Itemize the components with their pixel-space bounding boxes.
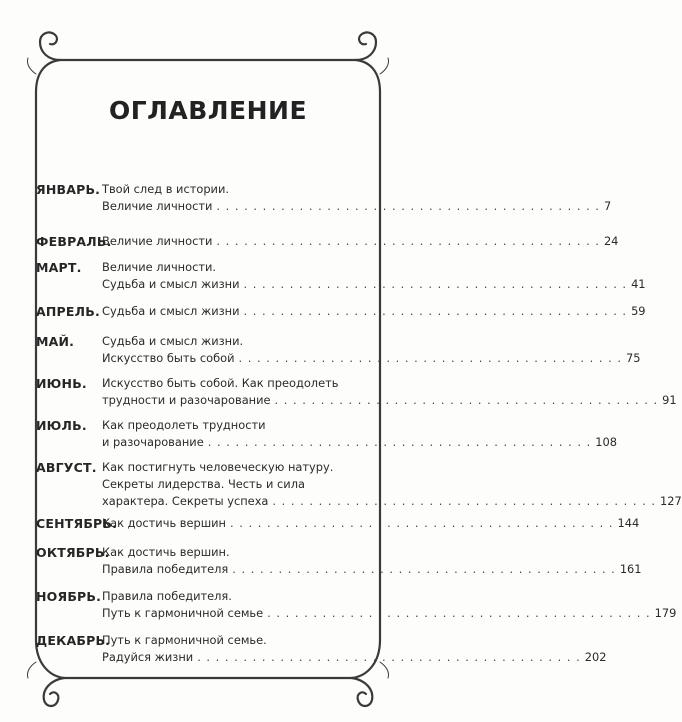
- toc-dot-leader: . . . . . . . . . . . . . . . . . . . . . . . . . . . . . . . . . . . . . . . . . .: [267, 606, 651, 620]
- toc-line-text: и разочарование: [102, 435, 204, 449]
- toc-line: Судьба и смысл жизни.: [102, 334, 244, 348]
- toc-line: [102, 494, 682, 509]
- toc-line: [102, 516, 640, 531]
- toc-page-number: 59: [631, 304, 646, 318]
- toc-dot-leader: . . . . . . . . . . . . . . . . . . . . . . . . . . . . . . . . . . . . . . . . . .: [197, 650, 581, 664]
- toc-page-number: 108: [595, 435, 618, 449]
- toc-page-number: 202: [584, 650, 607, 664]
- toc-line-text: Правила победителя: [102, 562, 229, 576]
- toc-line: Как постигнуть человеческую натуру.: [102, 460, 334, 474]
- toc-line-text: Судьба и смысл жизни: [102, 304, 240, 318]
- toc-line: [102, 199, 612, 214]
- toc-line: Искусство быть собой. Как преодолеть: [102, 376, 339, 390]
- toc-month: ОКТЯБРЬ.: [36, 545, 110, 560]
- toc-month: ФЕВРАЛЬ.: [36, 234, 112, 249]
- toc-page-number: 41: [631, 277, 646, 291]
- toc-line: [102, 650, 607, 665]
- toc-line: Секреты лидерства. Честь и сила: [102, 477, 305, 491]
- toc-month: ЯНВАРЬ.: [36, 182, 101, 197]
- toc-line: Путь к гармоничной семье.: [102, 633, 267, 647]
- toc-dot-leader: . . . . . . . . . . . . . . . . . . . . . . . . . . . . . . . . . . . . . . . . . .: [216, 234, 600, 248]
- toc-dot-leader: . . . . . . . . . . . . . . . . . . . . . . . . . . . . . . . . . . . . . . . . . .: [230, 516, 614, 530]
- toc-page-number: 75: [626, 351, 641, 365]
- toc-month: ИЮЛЬ.: [36, 418, 87, 433]
- toc-dot-leader: . . . . . . . . . . . . . . . . . . . . . . . . . . . . . . . . . . . . . . . . . .: [232, 562, 616, 576]
- toc-page-number: 24: [603, 234, 619, 248]
- toc-line-text: Как достичь вершин: [102, 516, 227, 530]
- toc-line-text: Радуйся жизни: [102, 650, 194, 664]
- toc-line-text: Судьба и смысл жизни: [102, 277, 240, 291]
- toc-page-number: 7: [603, 199, 612, 213]
- toc-line: [102, 393, 677, 408]
- toc-month: МАРТ.: [36, 260, 82, 275]
- toc-line: Твой след в истории.: [102, 182, 229, 196]
- toc-dot-leader: . . . . . . . . . . . . . . . . . . . . . . . . . . . . . . . . . . . . . . . . . .: [216, 199, 600, 213]
- toc-page-number: 161: [619, 562, 642, 576]
- toc-line: [102, 351, 641, 366]
- toc-line-text: Путь к гармоничной семье: [102, 606, 264, 620]
- toc-line-text: Величие личности: [102, 234, 213, 248]
- toc-dot-leader: . . . . . . . . . . . . . . . . . . . . . . . . . . . . . . . . . . . . . . . . . .: [243, 277, 628, 291]
- toc-line: [102, 606, 677, 621]
- toc-dot-leader: . . . . . . . . . . . . . . . . . . . . . . . . . . . . . . . . . . . . . . . . . .: [274, 393, 659, 407]
- toc-page-number: 144: [617, 516, 640, 530]
- toc-line: [102, 562, 642, 577]
- toc-dot-leader: . . . . . . . . . . . . . . . . . . . . . . . . . . . . . . . . . . . . . . . . . .: [243, 304, 628, 318]
- toc-line-text: трудности и разочарование: [102, 393, 271, 407]
- toc-line: [102, 435, 618, 450]
- toc-page-number: 179: [654, 606, 677, 620]
- toc-month: ИЮНЬ.: [36, 376, 87, 391]
- toc-page-number: 91: [662, 393, 677, 407]
- toc-line: [102, 277, 646, 292]
- toc-line: Как достичь вершин.: [102, 545, 230, 559]
- toc-line-text: Искусство быть собой: [102, 351, 235, 365]
- toc-line: Правила победителя.: [102, 589, 232, 603]
- page-title: ОГЛАВЛЕНИЕ: [108, 96, 308, 125]
- toc-month: АПРЕЛЬ.: [36, 304, 100, 319]
- toc-line: Величие личности.: [102, 260, 217, 274]
- toc-month: ДЕКАБРЬ.: [36, 633, 111, 648]
- toc-month: СЕНТЯБРЬ.: [36, 516, 118, 531]
- toc-line-text: Величие личности: [102, 199, 213, 213]
- toc-line: [102, 234, 619, 249]
- toc-dot-leader: . . . . . . . . . . . . . . . . . . . . . . . . . . . . . . . . . . . . . . . . . .: [272, 494, 656, 508]
- toc-month: НОЯБРЬ.: [36, 589, 102, 604]
- toc-line: Как преодолеть трудности: [102, 418, 266, 432]
- toc-month: АВГУСТ.: [36, 460, 97, 475]
- toc-page-number: 127: [659, 494, 682, 508]
- toc-line: [102, 304, 646, 319]
- toc-dot-leader: . . . . . . . . . . . . . . . . . . . . . . . . . . . . . . . . . . . . . . . . . .: [207, 435, 592, 449]
- toc-month: МАЙ.: [36, 334, 75, 349]
- toc-line-text: характера. Секреты успеха: [102, 494, 269, 508]
- toc-dot-leader: . . . . . . . . . . . . . . . . . . . . . . . . . . . . . . . . . . . . . . . . . .: [238, 351, 623, 365]
